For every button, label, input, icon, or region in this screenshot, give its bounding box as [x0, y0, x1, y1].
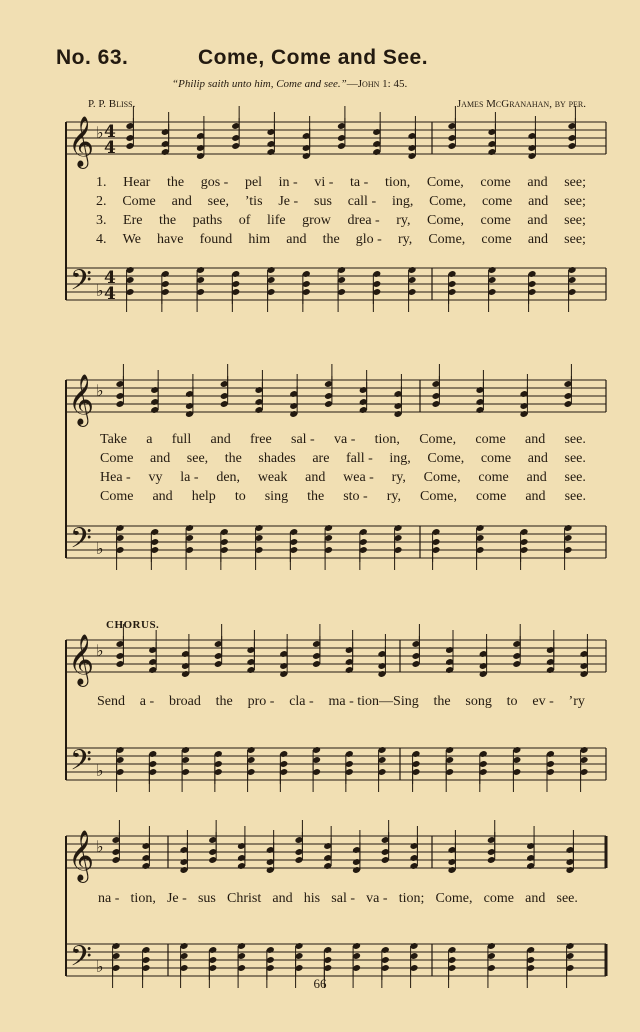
epigraph-reference: —John 1: 45. — [346, 78, 408, 90]
lyric-syllable: Christ — [227, 891, 262, 906]
lyric-syllable: and — [286, 232, 307, 247]
lyric-syllable: ry, — [391, 470, 406, 485]
lyric-syllable: full — [171, 432, 192, 447]
lyric-syllable: see. — [564, 451, 586, 466]
lyric-syllable: come — [480, 451, 512, 466]
lyric-syllable: pel — [244, 175, 263, 190]
lyric-syllable: are — [312, 451, 330, 466]
lyric-syllable: cla - — [289, 694, 314, 709]
bass-clef-icon: 𝄢 — [70, 264, 92, 304]
lyric-syllable: see. — [556, 891, 578, 906]
lyric-syllable: come — [480, 213, 511, 228]
lyric-syllable: and — [272, 891, 293, 906]
lyric-syllable: see; — [564, 232, 586, 247]
lyric-syllable: life — [266, 213, 286, 228]
bass-clef-icon: 𝄢 — [70, 522, 92, 562]
flat-icon: ♭ — [96, 761, 104, 780]
lyric-syllable: the — [166, 175, 185, 190]
lyric-syllable: Je - — [278, 194, 299, 209]
lyric-syllable: and — [152, 489, 173, 504]
lyric-syllable: Come, — [429, 194, 467, 209]
lyric-syllable: the — [224, 451, 242, 466]
verse-2-line-1 — [96, 194, 586, 210]
lyric-syllable: and — [527, 232, 549, 247]
lyric-syllable: his — [303, 891, 321, 906]
lyric-syllable: 3. — [96, 213, 107, 228]
lyric-syllable: paths — [192, 213, 223, 228]
lyric-syllable: Come, — [427, 213, 464, 228]
verse-1-line-1 — [96, 175, 586, 191]
page-number: 66 — [313, 976, 327, 991]
bass-clef-icon: 𝄢 — [70, 744, 92, 784]
lyric-syllable: call - — [347, 194, 377, 209]
lyric-syllable: vy — [148, 470, 163, 485]
lyric-syllable: ing, — [391, 194, 414, 209]
lyric-syllable: the — [215, 694, 233, 709]
verse-4-line-1 — [96, 232, 586, 248]
lyric-syllable: Come — [100, 489, 134, 504]
lyric-syllable: in - — [278, 175, 298, 190]
lyric-syllable: wea - — [343, 470, 374, 485]
lyric-syllable: and — [528, 194, 549, 209]
lyric-syllable: to — [506, 694, 518, 709]
time-signature-digit: 4 — [104, 122, 116, 142]
lyric-syllable: tion; — [398, 891, 425, 906]
composer-credit: P. P. Bliss. — [88, 98, 136, 110]
lyric-syllable: Come — [122, 194, 156, 209]
chorus-line-1 — [97, 694, 585, 710]
epigraph-text: “Philip saith unto him, Come and see.” — [172, 78, 347, 90]
lyric-syllable: Hea - — [100, 470, 131, 485]
lyric-syllable: Hear — [123, 175, 151, 190]
lyric-syllable: the — [307, 489, 325, 504]
lyric-syllable: free — [249, 432, 272, 447]
lyric-syllable: broad — [168, 694, 201, 709]
lyric-syllable: the — [159, 213, 177, 228]
lyric-syllable: gos - — [200, 175, 229, 190]
lyric-syllable: na - — [98, 891, 120, 906]
lyric-syllable: ing, — [389, 451, 411, 466]
lyric-syllable: vi - — [314, 175, 334, 190]
lyric-syllable: have — [157, 232, 184, 247]
flat-icon: ♭ — [96, 123, 104, 142]
flat-icon: ♭ — [96, 381, 104, 400]
time-signature-digit: 4 — [104, 138, 116, 158]
lyric-syllable: Come, — [428, 232, 466, 247]
lyric-syllable: see. — [564, 470, 586, 485]
lyric-syllable: see. — [564, 432, 586, 447]
lyric-syllable: of — [238, 213, 251, 228]
lyric-syllable: Come, — [427, 451, 465, 466]
lyric-syllable: tion, — [384, 175, 411, 190]
lyric-syllable: help — [191, 489, 216, 504]
lyric-syllable: a - — [139, 694, 155, 709]
lyric-syllable: Come, — [423, 470, 461, 485]
lyric-syllable: drea - — [347, 213, 380, 228]
lyric-syllable: tion, — [374, 432, 400, 447]
lyric-syllable: the — [322, 232, 340, 247]
lyric-syllable: ry, — [397, 232, 413, 247]
lyric-syllable: and — [525, 891, 546, 906]
flat-icon: ♭ — [96, 281, 104, 300]
lyric-syllable: and — [527, 175, 548, 190]
lyric-syllable: sus — [197, 891, 216, 906]
lyric-syllable: fall - — [345, 451, 373, 466]
flat-icon: ♭ — [96, 957, 104, 976]
lyric-syllable: come — [475, 432, 506, 447]
lyric-syllable: ta - — [350, 175, 369, 190]
lyric-syllable: Send — [97, 694, 125, 709]
lyric-syllable: and — [210, 432, 231, 447]
lyric-syllable: ’ry — [568, 694, 585, 709]
lyric-syllable: We — [122, 232, 141, 247]
lyric-syllable: and — [526, 470, 547, 485]
lyric-syllable: come — [478, 470, 509, 485]
chorus-label: CHORUS. — [106, 619, 160, 631]
lyric-syllable: Come, — [420, 489, 457, 504]
lyric-syllable: va - — [333, 432, 356, 447]
lyric-syllable: and — [305, 470, 326, 485]
lyric-syllable: sing — [264, 489, 289, 504]
lyric-syllable: see; — [564, 175, 586, 190]
flat-icon: ♭ — [96, 837, 104, 856]
lyric-syllable: shades — [258, 451, 296, 466]
bass-clef-icon: 𝄢 — [70, 940, 92, 980]
lyric-syllable: la - — [180, 470, 199, 485]
lyric-syllable: a — [146, 432, 153, 447]
lyric-syllable: see. — [564, 489, 586, 504]
lyric-syllable: Come, — [426, 175, 464, 190]
lyric-syllable: see; — [564, 213, 586, 228]
lyric-syllable: ma - tion—Sing — [328, 694, 419, 709]
lyric-syllable: Come, — [435, 891, 473, 906]
verse-2-line-2 — [100, 451, 586, 467]
lyric-syllable: and — [525, 489, 546, 504]
lyric-syllable: va - — [366, 891, 388, 906]
chorus-line-2 — [98, 891, 578, 907]
time-signature-digit: 4 — [104, 268, 116, 288]
lyric-syllable: pro - — [247, 694, 275, 709]
lyric-syllable: come — [480, 175, 511, 190]
lyric-syllable: and — [525, 432, 546, 447]
lyric-syllable: ev - — [532, 694, 554, 709]
flat-icon: ♭ — [96, 641, 104, 660]
lyric-syllable: Come — [100, 451, 134, 466]
verse-1-line-2 — [100, 432, 586, 448]
lyric-syllable: song — [465, 694, 492, 709]
lyric-syllable: and — [171, 194, 192, 209]
lyric-syllable: come — [475, 489, 507, 504]
treble-clef-icon: 𝄞 — [68, 116, 95, 167]
lyric-syllable: den, — [216, 470, 241, 485]
lyric-syllable: come — [483, 891, 514, 906]
lyric-syllable: sus — [314, 194, 332, 209]
lyric-syllable: ry, — [386, 489, 401, 504]
lyric-syllable: sal - — [331, 891, 356, 906]
arranger-credit: James McGranahan, by per. — [456, 98, 586, 110]
lyric-syllable: see; — [564, 194, 586, 209]
flat-icon: ♭ — [96, 539, 104, 558]
lyric-syllable: him — [248, 232, 271, 247]
lyric-syllable: sto - — [343, 489, 368, 504]
treble-clef-icon: 𝄞 — [68, 374, 95, 425]
lyric-syllable: Take — [100, 432, 128, 447]
lyric-syllable: 4. — [96, 232, 107, 247]
lyric-syllable: found — [199, 232, 233, 247]
hymn-number: No. 63. — [56, 46, 129, 69]
lyric-syllable: sal - — [291, 432, 315, 447]
lyric-syllable: 2. — [96, 194, 107, 209]
lyric-syllable: and — [150, 451, 171, 466]
lyric-syllable: tion, — [130, 891, 156, 906]
lyric-syllable: Ere — [123, 213, 143, 228]
lyric-syllable: come — [481, 194, 513, 209]
lyric-syllable: the — [433, 694, 451, 709]
lyric-syllable: 1. — [96, 175, 107, 190]
time-signature-digit: 4 — [104, 284, 116, 304]
verse-3-line-2 — [100, 470, 586, 486]
lyric-syllable: glo - — [355, 232, 382, 247]
lyric-syllable: see, — [186, 451, 209, 466]
lyric-syllable: and — [527, 213, 548, 228]
lyric-syllable: Come, — [419, 432, 457, 447]
treble-clef-icon: 𝄞 — [68, 634, 95, 685]
lyric-syllable: ry, — [396, 213, 411, 228]
lyric-syllable: to — [234, 489, 246, 504]
lyric-syllable: Je - — [166, 891, 187, 906]
verse-4-line-2 — [100, 489, 586, 505]
lyric-syllable: weak — [257, 470, 288, 485]
lyric-syllable: see, — [207, 194, 230, 209]
lyric-syllable: grow — [302, 213, 331, 228]
lyric-syllable: and — [527, 451, 548, 466]
lyric-syllable: come — [481, 232, 512, 247]
treble-clef-icon: 𝄞 — [68, 830, 95, 881]
verse-3-line-1 — [96, 213, 586, 229]
hymn-title: Come, Come and See. — [198, 46, 429, 69]
lyric-syllable: ’tis — [244, 194, 263, 209]
